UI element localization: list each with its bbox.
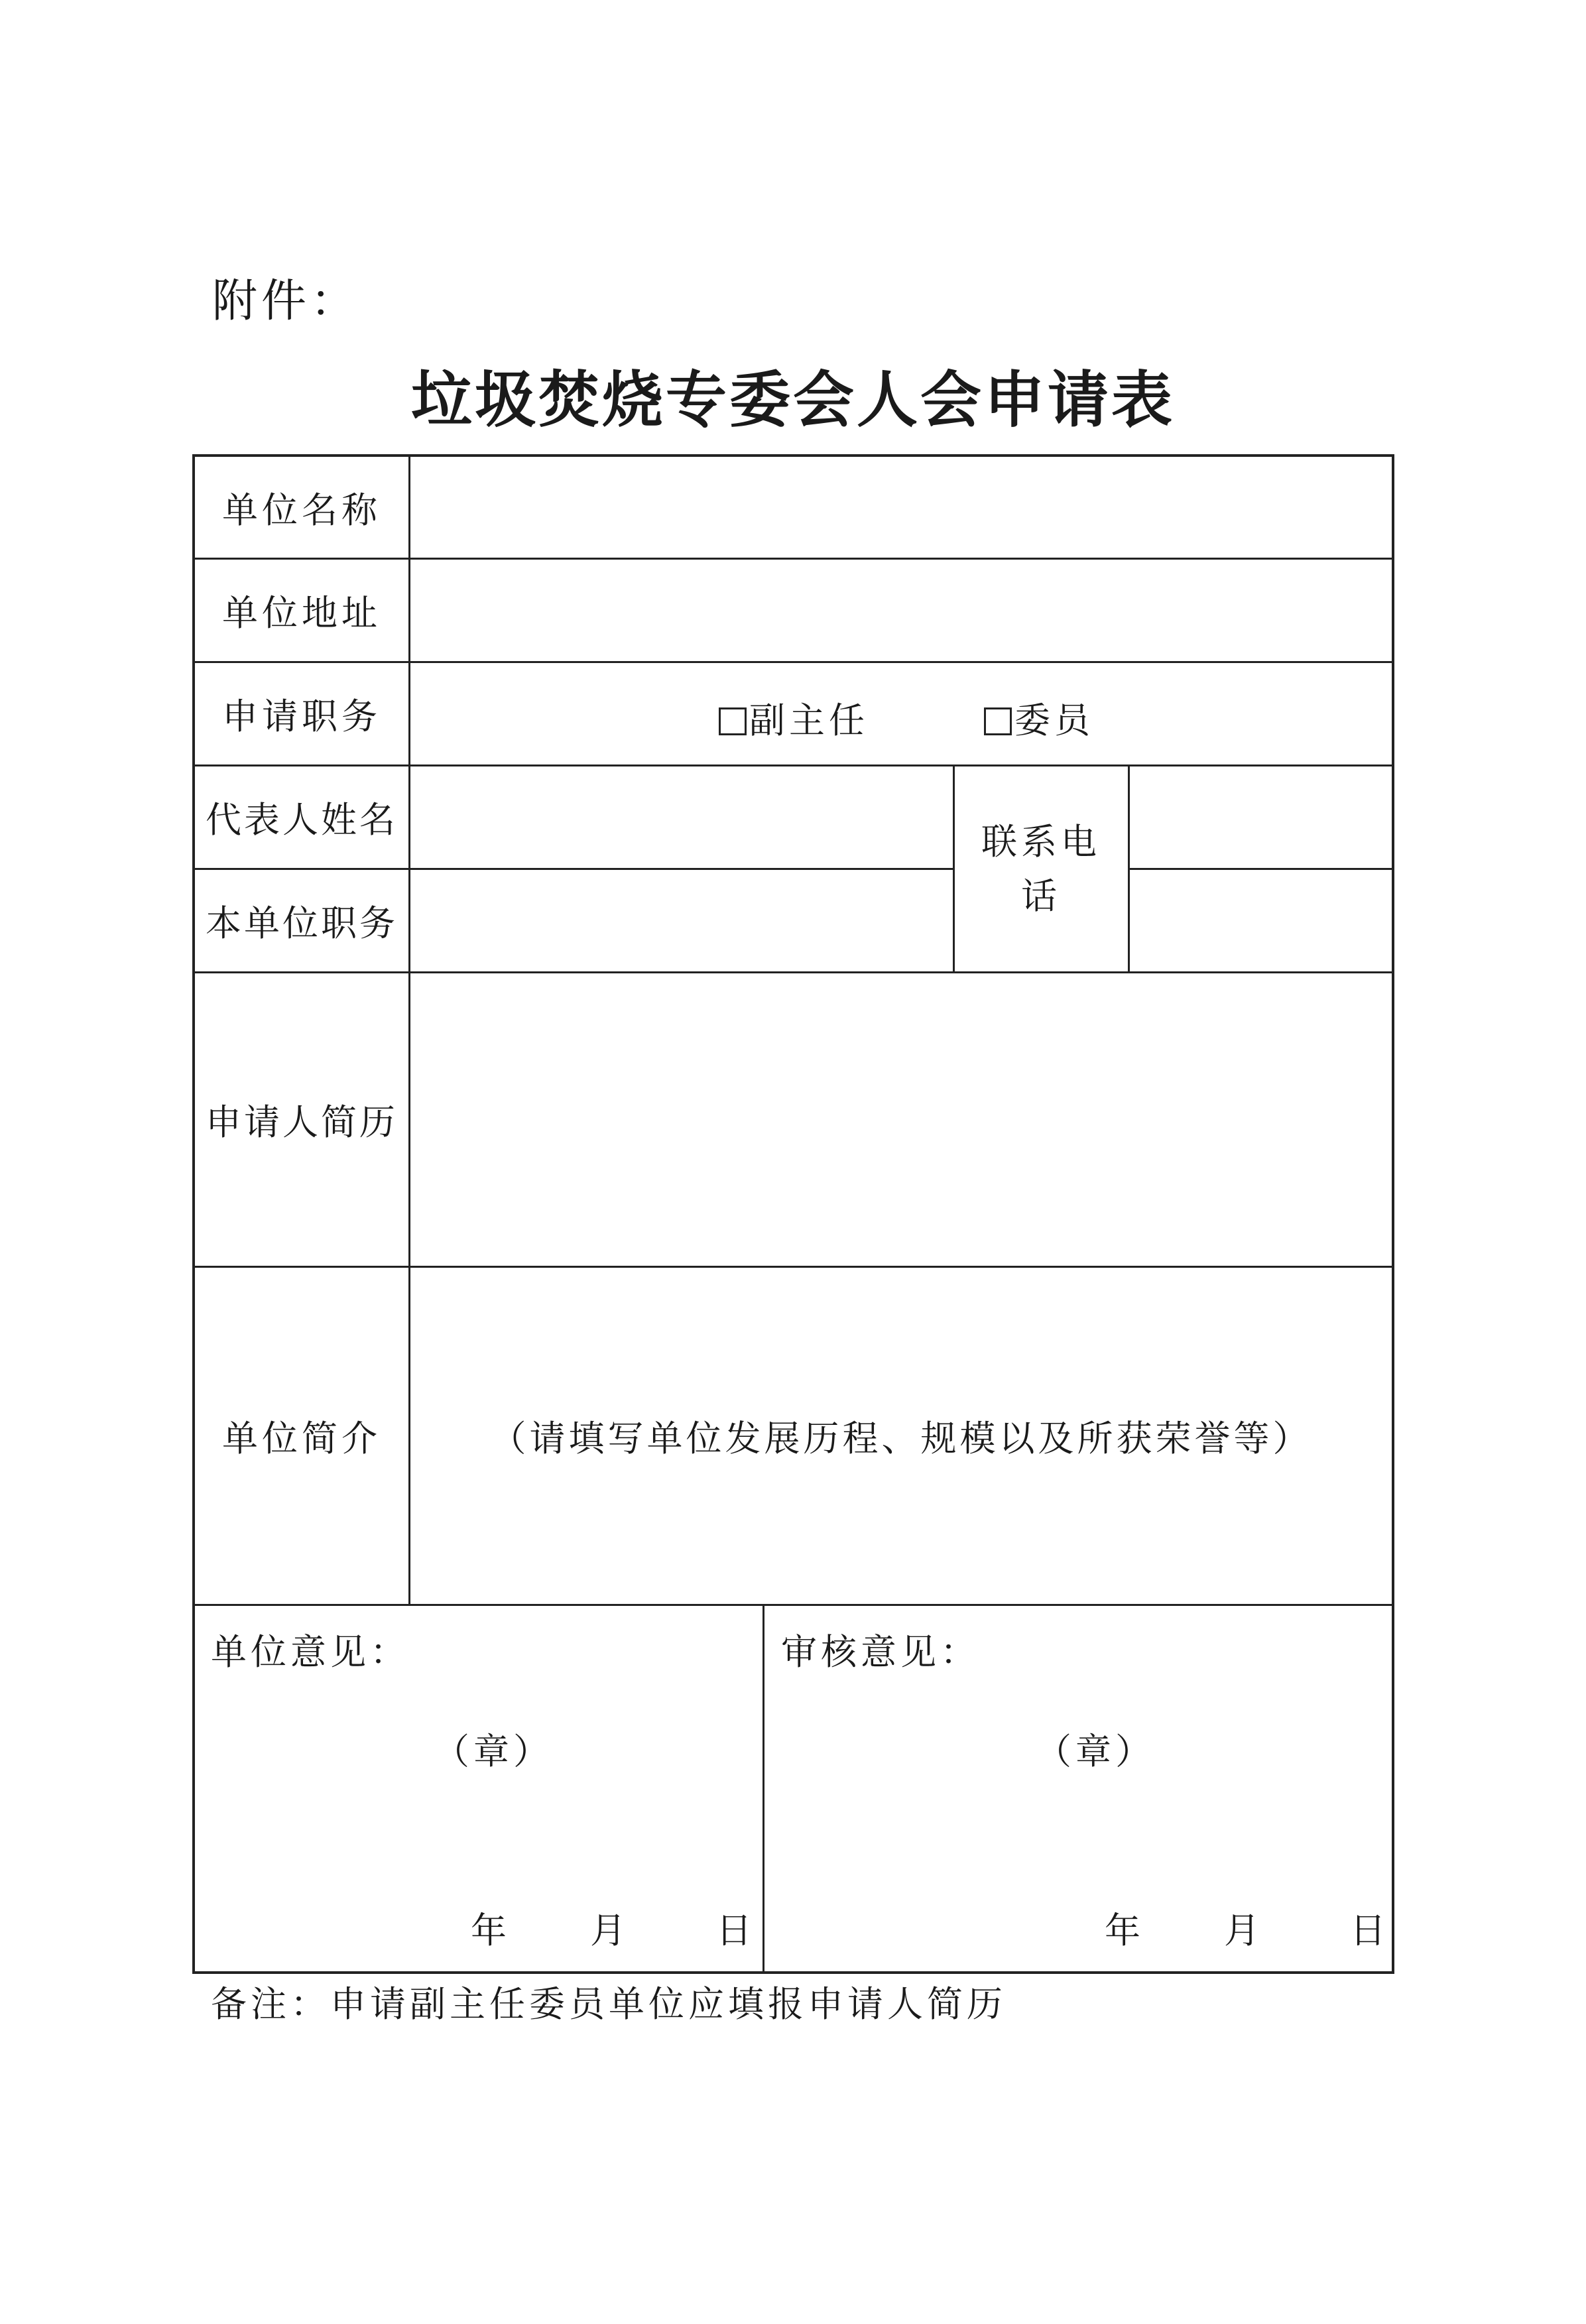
label-rep-name: 代表人姓名 (206, 799, 398, 841)
application-form-table (192, 454, 1394, 1974)
rep-name-field[interactable] (410, 766, 953, 868)
label-unit-name: 单位名称 (222, 489, 381, 531)
checkbox-icon[interactable] (984, 707, 1012, 735)
column-divider (953, 764, 955, 971)
label-applied-position: 申请职务 (222, 696, 381, 737)
option-vice-director[interactable] (719, 692, 869, 743)
column-divider (762, 1604, 764, 1971)
unit-date-day: 日 (716, 1910, 756, 1951)
unit-opinion-label: 单位意见： (211, 1631, 410, 1673)
unit-seal: （章） (434, 1731, 553, 1772)
label-unit-intro: 单位简介 (222, 1418, 381, 1459)
unit-date-month: 月 (590, 1910, 630, 1951)
review-date-year: 年 (1105, 1910, 1144, 1951)
review-date-month: 月 (1224, 1910, 1264, 1951)
label-unit-job: 本单位职务 (206, 902, 398, 944)
attachment-label: 附件： (212, 275, 360, 328)
review-date-day: 日 (1350, 1910, 1390, 1951)
option-member[interactable] (984, 692, 1094, 743)
unit-job-field[interactable] (410, 870, 953, 971)
row-divider (195, 1604, 1392, 1606)
option-member-label: 委员 (1014, 700, 1094, 741)
review-seal: （章） (1036, 1731, 1155, 1772)
unit-address-field[interactable] (410, 560, 1392, 661)
checkbox-icon[interactable] (719, 707, 747, 735)
unit-intro-hint[interactable]: （请填写单位发展历程、规模以及所获荣誉等） (490, 1418, 1312, 1459)
label-resume: 申请人简历 (206, 1101, 398, 1143)
resume-field[interactable] (410, 973, 1392, 1266)
review-opinion-label: 审核意见： (781, 1631, 980, 1673)
contact-phone-field[interactable] (1130, 766, 1392, 868)
unit-date-year: 年 (471, 1910, 511, 1951)
remark-note: 备注：申请副主任委员单位应填报申请人简历 (211, 1983, 1006, 2025)
label-unit-address: 单位地址 (222, 592, 381, 634)
option-vice-director-label: 副主任 (749, 700, 869, 741)
contact-phone-field-2[interactable] (1130, 870, 1392, 971)
form-title: 垃圾焚烧专委会人会申请表 (410, 364, 1175, 436)
unit-name-field[interactable] (410, 457, 1392, 558)
label-contact-phone: 联系电 话 (981, 820, 1101, 917)
